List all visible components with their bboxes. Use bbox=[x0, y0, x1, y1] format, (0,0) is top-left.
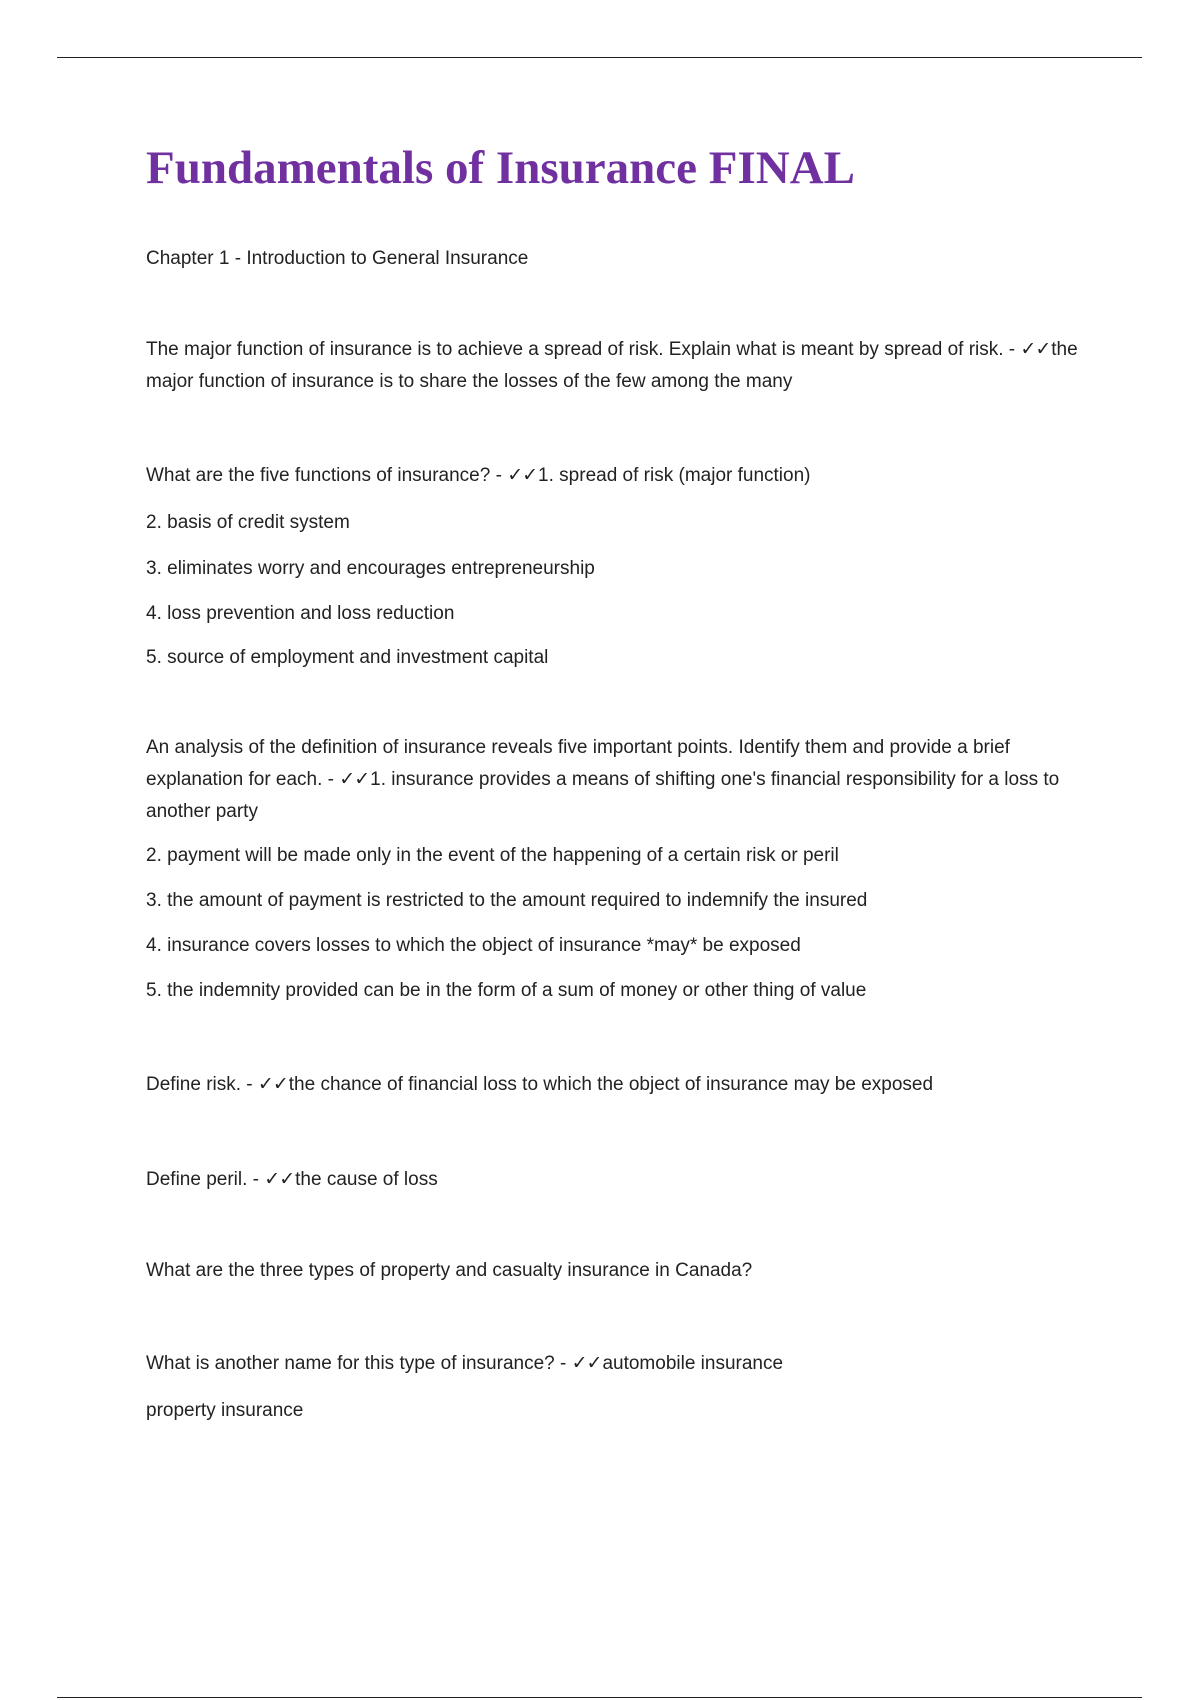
double-check-icon: ✓✓ bbox=[507, 465, 538, 486]
answer-text: the chance of financial loss to which the object of insurance may be exposed bbox=[288, 1074, 934, 1095]
list-item: 5. source of employment and investment capital bbox=[146, 647, 549, 668]
answer-continuation: property insurance bbox=[146, 1400, 304, 1421]
double-check-icon: ✓✓ bbox=[339, 769, 370, 790]
question-label: Define risk. - bbox=[146, 1074, 253, 1095]
double-check-icon: ✓✓ bbox=[257, 1074, 288, 1095]
question-text bbox=[146, 460, 1086, 492]
qa-define-risk bbox=[146, 1069, 1086, 1101]
question-label: What is another name for this type of insurance? - bbox=[146, 1353, 567, 1374]
answer-text: 1. insurance provides a means of shifting one's financial responsibility for a loss to another party bbox=[146, 769, 1060, 822]
bottom-rule bbox=[57, 1697, 1142, 1698]
qa-three-types: What are the three types of property and casualty insurance in Canada? bbox=[146, 1260, 753, 1281]
answer-text: automobile insurance bbox=[602, 1353, 784, 1374]
qa-define-peril bbox=[146, 1164, 1086, 1196]
answer-text: the major function of insurance is to share the losses of the few among the many bbox=[146, 339, 1078, 392]
qa-another-name bbox=[146, 1348, 1086, 1380]
question-label: Define peril. - bbox=[146, 1169, 259, 1190]
question-text bbox=[146, 732, 1086, 828]
question-label: What are the five functions of insurance? - bbox=[146, 465, 502, 486]
list-item: 3. the amount of payment is restricted to the amount required to indemnify the insured bbox=[146, 890, 868, 911]
list-item: 3. eliminates worry and encourages entrepreneurship bbox=[146, 558, 595, 579]
question-label: The major function of insurance is to achieve a spread of risk. Explain what is meant by spread of risk. - bbox=[146, 339, 1016, 360]
list-item: 2. payment will be made only in the event of the happening of a certain risk or peril bbox=[146, 845, 839, 866]
chapter-heading: Chapter 1 - Introduction to General Insurance bbox=[146, 248, 529, 269]
list-item: 4. loss prevention and loss reduction bbox=[146, 603, 455, 624]
list-item: 2. basis of credit system bbox=[146, 512, 350, 533]
double-check-icon: ✓✓ bbox=[264, 1169, 295, 1190]
document-title: Fundamentals of Insurance FINAL bbox=[146, 142, 855, 194]
question-text bbox=[146, 334, 1086, 398]
answer-text: the cause of loss bbox=[295, 1169, 438, 1190]
double-check-icon: ✓✓ bbox=[571, 1353, 602, 1374]
double-check-icon: ✓✓ bbox=[1020, 339, 1051, 360]
top-rule bbox=[57, 57, 1142, 58]
list-item: 5. the indemnity provided can be in the form of a sum of money or other thing of value bbox=[146, 980, 867, 1001]
answer-text: 1. spread of risk (major function) bbox=[538, 465, 811, 486]
list-item: 4. insurance covers losses to which the object of insurance *may* be exposed bbox=[146, 935, 801, 956]
question-label: An analysis of the definition of insurance reveals five important points. Identify them and provide a brief explanation for each. - bbox=[146, 737, 1010, 790]
